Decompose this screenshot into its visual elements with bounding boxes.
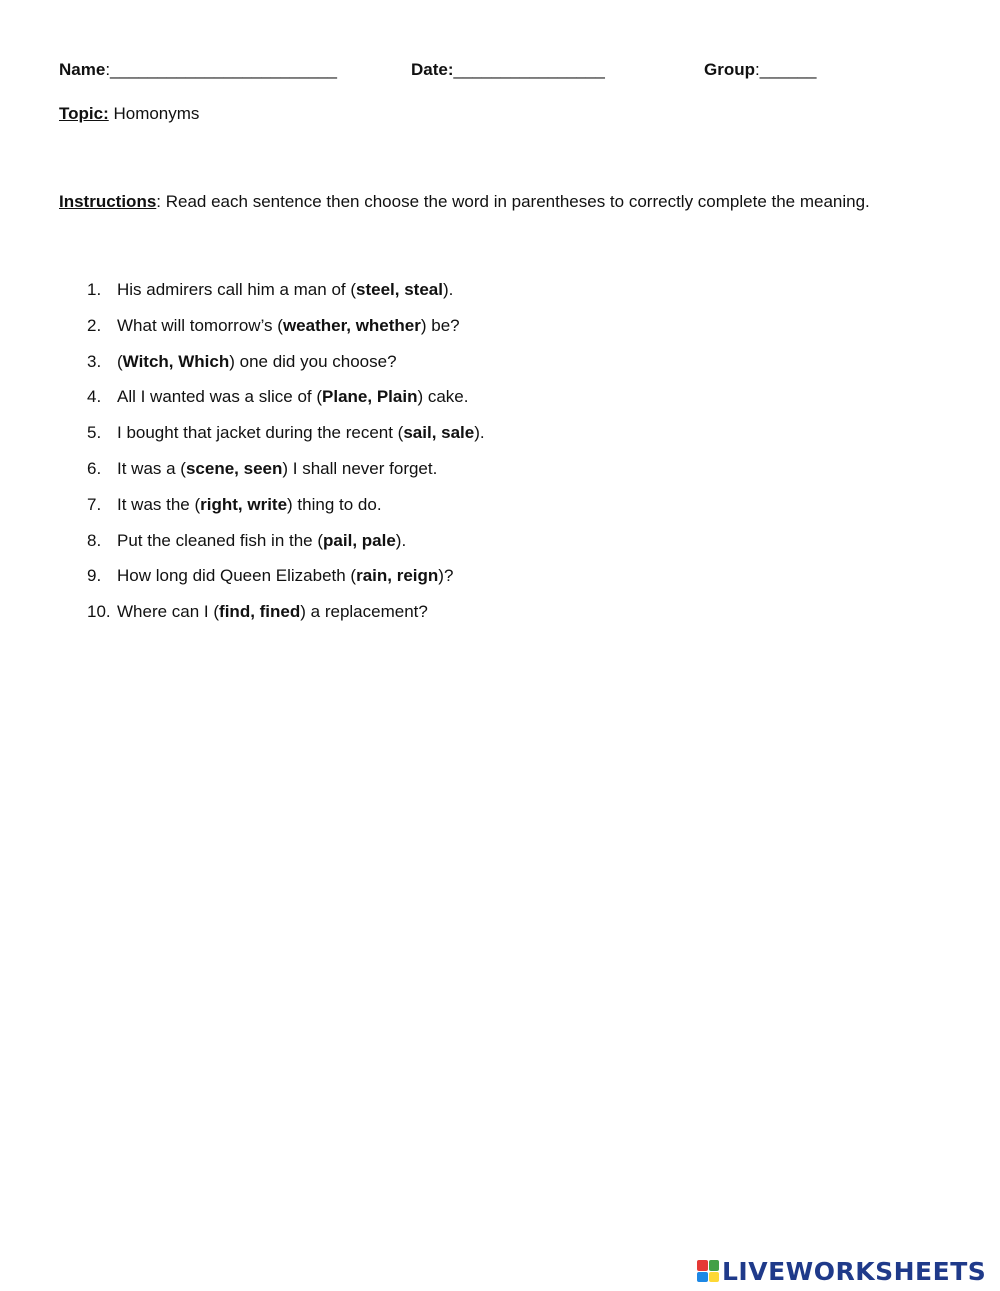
date-label: Date: <box>411 60 454 79</box>
topic-value: Homonyms <box>108 104 200 123</box>
question-number: 2. <box>87 315 102 335</box>
question-choices: rain, reign <box>356 566 439 586</box>
question-choices: find, fined <box>219 602 301 622</box>
question-number: 6. <box>87 458 102 478</box>
logo-text: LIVEWORKSHEETS <box>722 1256 987 1286</box>
liveworksheets-cube-icon <box>697 1260 719 1282</box>
question-item <box>0 387 1000 423</box>
question-choices: right, write <box>200 494 288 514</box>
question-text: It was the (right, write) thing to do. <box>117 494 382 514</box>
question-choices: Plane, Plain <box>322 387 418 407</box>
question-item <box>0 602 1000 638</box>
question-text: Put the cleaned fish in the (pail, pale). <box>117 530 407 550</box>
question-text: I bought that jacket during the recent (sail, sale). <box>117 423 485 443</box>
header-fields <box>0 60 1000 82</box>
logo-cube-cell <box>697 1260 708 1271</box>
liveworksheets-logo[interactable] <box>697 1258 986 1284</box>
question-number: 3. <box>87 351 102 371</box>
question-choices: steel, steal <box>356 280 443 299</box>
group-field <box>704 60 816 80</box>
question-list <box>0 280 1000 638</box>
question-choices: sail, sale <box>403 423 475 443</box>
question-item <box>0 423 1000 459</box>
name-blank: :________________________ <box>105 60 337 79</box>
question-text: (Witch, Which) one did you choose? <box>117 351 397 371</box>
name-label: Name <box>59 60 106 79</box>
instructions-label: Instructions <box>59 192 157 211</box>
question-text: All I wanted was a slice of (Plane, Plain) cake. <box>117 387 469 407</box>
group-blank: :______ <box>755 60 817 79</box>
question-number: 8. <box>87 530 102 550</box>
question-text: How long did Queen Elizabeth (rain, reign)? <box>117 566 454 586</box>
topic-label: Topic: <box>59 104 109 123</box>
question-number: 7. <box>87 494 102 514</box>
question-number: 10. <box>87 602 111 622</box>
question-item <box>0 495 1000 531</box>
question-item <box>0 459 1000 495</box>
topic-line <box>59 104 199 124</box>
date-blank: ________________ <box>453 60 605 79</box>
question-number: 9. <box>87 566 102 586</box>
question-item <box>0 566 1000 602</box>
logo-cube-cell <box>697 1272 708 1283</box>
date-field <box>411 60 605 80</box>
question-text: Where can I (find, fined) a replacement? <box>117 602 428 622</box>
instructions-text: : Read each sentence then choose the word in parentheses to correctly complete the meaning. <box>156 192 870 211</box>
logo-cube-cell <box>709 1260 720 1271</box>
question-item <box>0 531 1000 567</box>
question-choices: scene, seen <box>185 458 283 478</box>
question-choices: Witch, Which <box>122 351 230 371</box>
question-item <box>0 352 1000 388</box>
question-item <box>0 280 1000 316</box>
logo-cube-cell <box>709 1272 720 1283</box>
question-text: His admirers call him a man of (steel, steal). <box>117 280 454 299</box>
name-field <box>59 60 337 80</box>
question-text: It was a (scene, seen) I shall never forget. <box>117 458 438 478</box>
question-item <box>0 316 1000 352</box>
question-choices: weather, whether <box>282 315 421 335</box>
question-choices: pail, pale <box>323 530 396 550</box>
question-number: 5. <box>87 423 102 443</box>
question-number: 4. <box>87 387 102 407</box>
question-number: 1. <box>87 280 102 299</box>
group-label: Group <box>704 60 755 79</box>
instructions-line <box>59 192 870 212</box>
question-text: What will tomorrow’s (weather, whether) be? <box>117 315 460 335</box>
